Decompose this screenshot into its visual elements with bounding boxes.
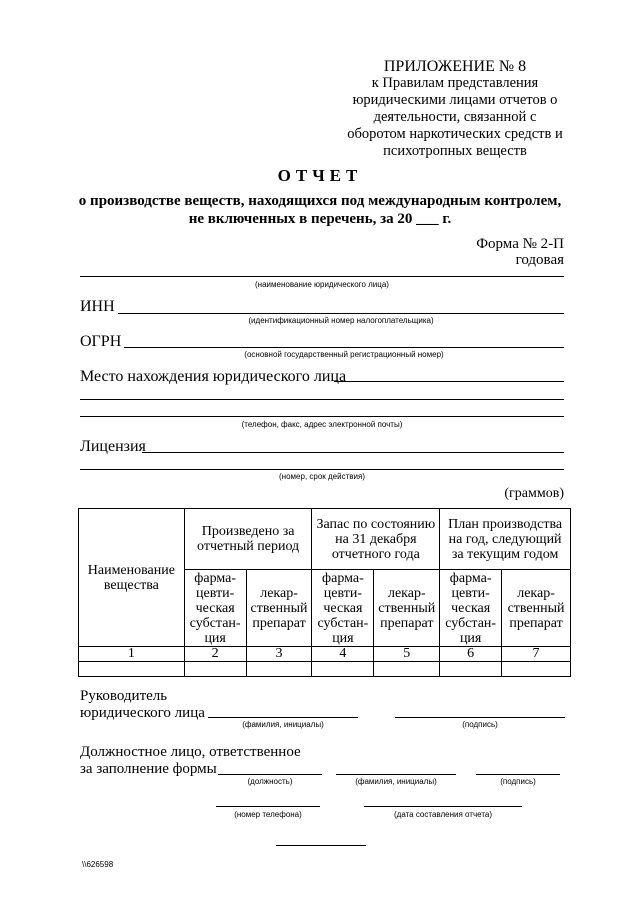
location-label: Место нахождения юридического лица — [80, 368, 347, 385]
table-cell[interactable] — [502, 662, 571, 677]
form-number-label: Форма № 2-П — [476, 236, 564, 252]
official-signature-caption: (подпись) — [500, 777, 536, 786]
phone-caption: (номер телефона) — [234, 810, 302, 819]
inn-label: ИНН — [80, 298, 115, 315]
head-name-caption: (фамилия, инициалы) — [242, 720, 324, 729]
column-number: 3 — [246, 647, 312, 662]
column-number: 5 — [374, 647, 440, 662]
column-number: 2 — [184, 647, 246, 662]
official-signature-line[interactable] — [476, 774, 560, 775]
license-label: Лицензия — [80, 438, 146, 455]
appendix-line: оборотом наркотических средств и — [347, 126, 563, 142]
report-title: ОТЧЕТ — [277, 166, 363, 185]
substance-table — [78, 508, 571, 677]
form-period: годовая — [515, 252, 564, 268]
ogrn-line[interactable] — [124, 347, 564, 348]
header-substance-name: Наименование вещества — [79, 509, 185, 647]
location-line-2[interactable] — [80, 399, 564, 400]
appendix-line: психотропных веществ — [383, 143, 527, 159]
column-number: 1 — [79, 647, 185, 662]
official-label-line: Должностное лицо, ответственное — [80, 744, 301, 760]
table-cell[interactable] — [440, 662, 502, 677]
head-name-line[interactable] — [208, 717, 358, 718]
header-plan: План производства на год, следующий за текущим годом — [440, 509, 571, 570]
table-cell[interactable] — [79, 662, 185, 677]
appendix-line: к Правилам представления — [371, 75, 539, 91]
contacts-caption: (телефон, факс, адрес электронной почты) — [241, 420, 403, 429]
appendix-header — [330, 58, 580, 160]
appendix-line: юридическими лицами отчетов о — [352, 92, 558, 108]
contacts-line[interactable] — [80, 416, 564, 417]
table-row — [79, 662, 571, 677]
subheader-product: лекар-ственный препарат — [246, 570, 312, 647]
legal-name-caption: (наименование юридического лица) — [255, 280, 389, 289]
date-caption: (дата составления отчета) — [393, 810, 492, 819]
license-line[interactable] — [142, 452, 564, 453]
report-subtitle — [70, 192, 570, 228]
official-name-line[interactable] — [336, 774, 456, 775]
license-caption: (номер, срок действия) — [279, 472, 365, 481]
legal-name-line[interactable] — [80, 276, 564, 277]
phone-line[interactable] — [216, 806, 320, 807]
subtitle-line: о производстве веществ, находящихся под международным контролем, — [78, 193, 562, 209]
inn-caption: (идентификационный номер налогоплательщика) — [248, 316, 434, 325]
license-line-2[interactable] — [80, 469, 564, 470]
bottom-line — [276, 845, 366, 846]
appendix-line: деятельности, связанной с — [373, 109, 537, 125]
document-id: \\626598 — [82, 860, 114, 869]
column-number: 7 — [502, 647, 571, 662]
head-signature-caption: (подпись) — [462, 720, 498, 729]
official-label — [80, 744, 301, 778]
subheader-product: лекар-ственный препарат — [502, 570, 571, 647]
head-signature-line[interactable] — [395, 717, 565, 718]
table-cell[interactable] — [312, 662, 374, 677]
units-label: (граммов) — [504, 486, 564, 501]
official-label-line: за заполнение формы — [80, 761, 217, 777]
appendix-number: ПРИЛОЖЕНИЕ № 8 — [383, 58, 527, 75]
table-cell[interactable] — [374, 662, 440, 677]
official-position-line[interactable] — [218, 774, 322, 775]
header-produced: Произведено за отчетный период — [184, 509, 312, 570]
head-label — [80, 688, 205, 722]
ogrn-caption: (основной государственный регистрационный номер) — [244, 350, 444, 359]
form-number — [476, 236, 564, 268]
location-line[interactable] — [334, 381, 564, 382]
date-line[interactable] — [364, 806, 522, 807]
inn-line[interactable] — [118, 313, 564, 314]
header-stock: Запас по состоянию на 31 декабря отчетного года — [312, 509, 440, 570]
table-cell[interactable] — [184, 662, 246, 677]
official-position-caption: (должность) — [247, 777, 293, 786]
subtitle-line: не включенных в перечень, за 20 ___ г. — [188, 211, 452, 227]
subheader-product: лекар-ственный препарат — [374, 570, 440, 647]
official-name-caption: (фамилия, инициалы) — [355, 777, 437, 786]
column-number: 4 — [312, 647, 374, 662]
subheader-substance: фарма-цевти-ческая субстан-ция — [312, 570, 374, 647]
subheader-substance: фарма-цевти-ческая субстан-ция — [440, 570, 502, 647]
head-label-line: Руководитель — [80, 688, 168, 704]
head-label-line: юридического лица — [80, 705, 205, 721]
table-cell[interactable] — [246, 662, 312, 677]
subheader-substance: фарма-цевти-ческая субстан-ция — [184, 570, 246, 647]
ogrn-label: ОГРН — [80, 333, 122, 350]
column-number: 6 — [440, 647, 502, 662]
